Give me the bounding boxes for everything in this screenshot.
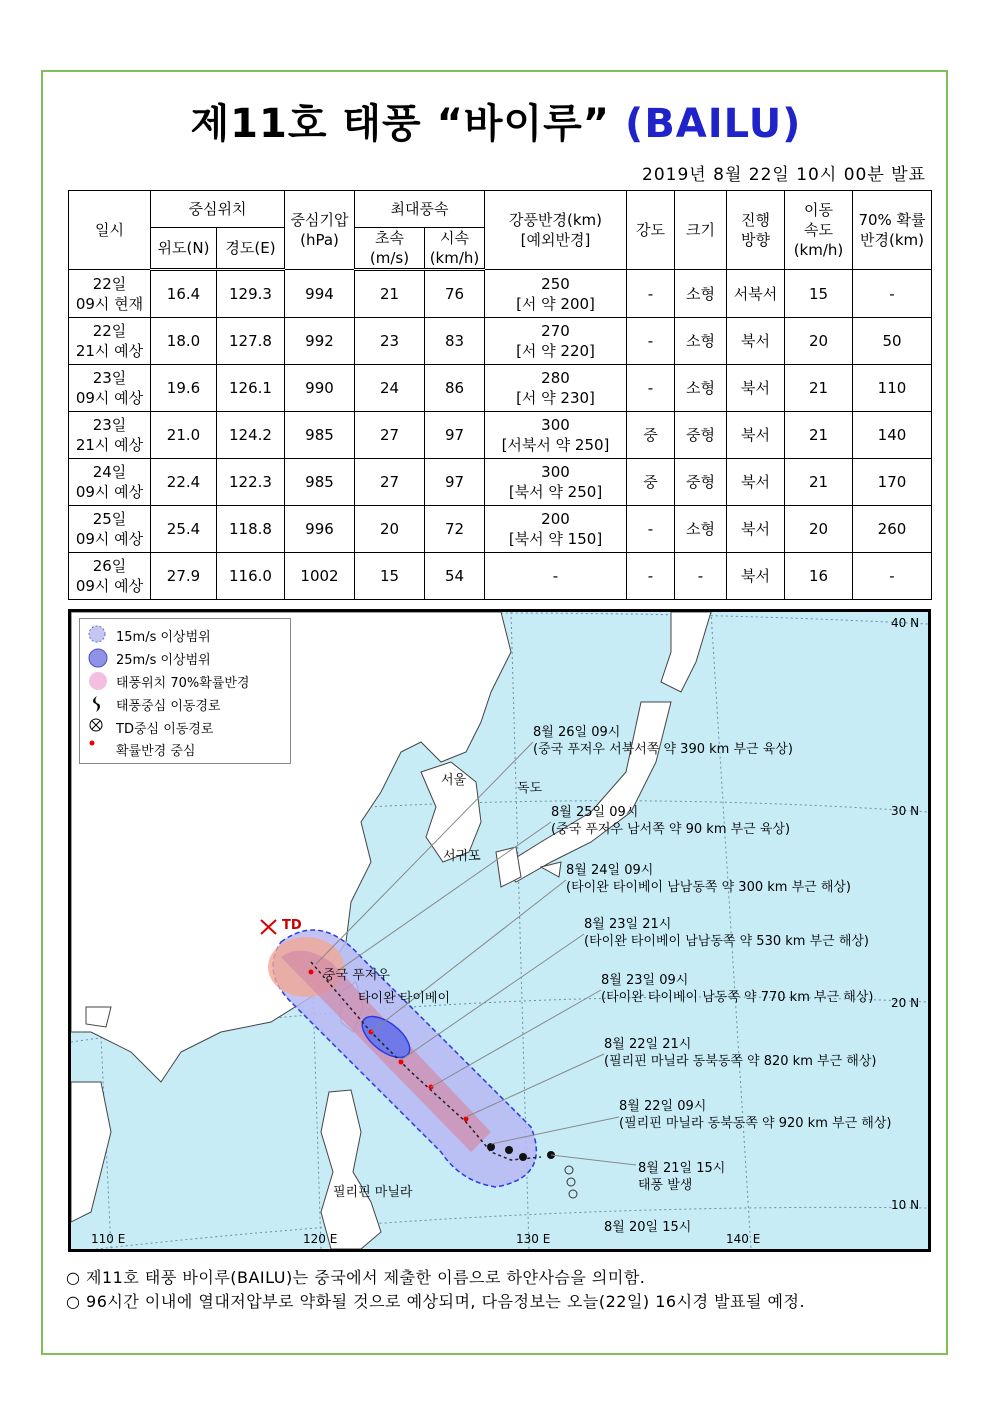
cell-datetime: 22일 09시 현재 bbox=[69, 270, 151, 318]
cell-pressure: 994 bbox=[285, 270, 355, 318]
cell-lat: 21.0 bbox=[151, 412, 217, 459]
place-taipei: 타이완 타이베이 bbox=[358, 991, 451, 1006]
legend-item-wind25: 25m/s 이상범위 bbox=[88, 648, 211, 668]
hainan bbox=[86, 1007, 111, 1027]
cell-lon: 118.8 bbox=[217, 506, 285, 553]
cell-ms: 27 bbox=[355, 412, 425, 459]
header-datetime: 일시 bbox=[69, 191, 151, 270]
cell-lon: 122.3 bbox=[217, 459, 285, 506]
table-row bbox=[69, 553, 932, 600]
annotation-0826: 8월 26일 09시 (중국 푸저우 서북서쪽 약 390 km 부근 육상) bbox=[533, 725, 793, 757]
table-row bbox=[69, 506, 932, 553]
map-legend bbox=[79, 618, 291, 764]
lat-label-30: 30 N bbox=[891, 804, 920, 818]
td-point-1 bbox=[565, 1166, 573, 1174]
cell-speed: 20 bbox=[785, 506, 853, 553]
place-seogwipo: 서귀포 bbox=[443, 849, 481, 864]
typhoon-info-table bbox=[68, 190, 932, 600]
header-prob: 70% 확률 반경(km) bbox=[853, 191, 932, 270]
cell-strength: 중 bbox=[627, 412, 675, 459]
page-title bbox=[0, 92, 992, 149]
forecast-cones bbox=[268, 930, 536, 1187]
leader-0821 bbox=[551, 1155, 636, 1165]
header-strength: 강도 bbox=[627, 191, 675, 270]
cell-datetime: 26일 09시 예상 bbox=[69, 553, 151, 600]
lat-label-40: 40 N bbox=[891, 616, 920, 630]
cell-lat: 19.6 bbox=[151, 365, 217, 412]
cell-kmh: 83 bbox=[425, 318, 485, 365]
footnotes bbox=[66, 1266, 805, 1314]
cell-kmh: 86 bbox=[425, 365, 485, 412]
cell-kmh: 54 bbox=[425, 553, 485, 600]
cell-direction: 북서 bbox=[727, 318, 785, 365]
cell-direction: 북서 bbox=[727, 412, 785, 459]
cell-datetime: 23일 09시 예상 bbox=[69, 365, 151, 412]
annotation-0823-21: 8월 23일 21시 (타이완 타이베이 남남동쪽 약 530 km 부근 해상) bbox=[584, 917, 870, 949]
cell-size: 중형 bbox=[675, 459, 727, 506]
cell-ms: 23 bbox=[355, 318, 425, 365]
track-point-2203 bbox=[519, 1153, 527, 1161]
cell-pressure: 985 bbox=[285, 412, 355, 459]
cell-ms: 24 bbox=[355, 365, 425, 412]
cell-lat: 27.9 bbox=[151, 553, 217, 600]
cell-size: 중형 bbox=[675, 412, 727, 459]
lon-label-140: 140 E bbox=[726, 1232, 761, 1246]
legend-item-track: 태풍중심 이동경로 bbox=[88, 694, 221, 714]
cell-prob: - bbox=[853, 553, 932, 600]
cell-speed: 21 bbox=[785, 365, 853, 412]
cell-kmh: 97 bbox=[425, 459, 485, 506]
td-point-2 bbox=[567, 1178, 575, 1186]
cell-ms: 15 bbox=[355, 553, 425, 600]
legend-item-probcenter: 확률반경 중심 bbox=[88, 739, 195, 759]
grid-lat-10 bbox=[71, 1207, 928, 1249]
table-row bbox=[69, 412, 932, 459]
cell-speed: 15 bbox=[785, 270, 853, 318]
cell-prob: 260 bbox=[853, 506, 932, 553]
cell-kmh: 97 bbox=[425, 412, 485, 459]
leader-0823-09 bbox=[431, 990, 601, 1087]
cell-ms: 21 bbox=[355, 270, 425, 318]
cell-direction: 북서 bbox=[727, 553, 785, 600]
annotation-0824: 8월 24일 09시 (타이완 타이베이 남남동쪽 약 300 km 부근 해상) bbox=[566, 863, 852, 895]
annotation-0822-09: 8월 22일 09시 (필리핀 마닐라 동북동쪽 약 920 km 부근 해상) bbox=[619, 1099, 892, 1131]
header-size: 크기 bbox=[675, 191, 727, 270]
announce-time: 2019년 8월 22일 10시 00분 발표 bbox=[642, 165, 926, 185]
lat-label-20: 20 N bbox=[891, 996, 920, 1010]
table-row bbox=[69, 459, 932, 506]
lon-label-130: 130 E bbox=[516, 1232, 551, 1246]
td-label: TD bbox=[282, 918, 302, 933]
table-row bbox=[69, 318, 932, 365]
cell-pressure: 996 bbox=[285, 506, 355, 553]
cell-size: 소형 bbox=[675, 318, 727, 365]
cell-pressure: 985 bbox=[285, 459, 355, 506]
cell-strength: - bbox=[627, 506, 675, 553]
cell-datetime: 25일 09시 예상 bbox=[69, 506, 151, 553]
cell-speed: 21 bbox=[785, 412, 853, 459]
place-fuzhou: 중국 푸저우 bbox=[323, 968, 390, 983]
cell-prob: 50 bbox=[853, 318, 932, 365]
cell-radius: 200 [북서 약 150] bbox=[485, 506, 627, 553]
lon-label-120: 120 E bbox=[303, 1232, 338, 1246]
cell-kmh: 76 bbox=[425, 270, 485, 318]
cell-size: 소형 bbox=[675, 506, 727, 553]
header-maxwind: 최대풍속 bbox=[355, 191, 485, 228]
cell-direction: 북서 bbox=[727, 459, 785, 506]
header-speed: 이동 속도 (km/h) bbox=[785, 191, 853, 270]
cell-direction: 서북서 bbox=[727, 270, 785, 318]
header-kmh: 시속 (km/h) bbox=[425, 228, 485, 270]
cell-lon: 127.8 bbox=[217, 318, 285, 365]
title-english: (BAILU) bbox=[625, 101, 802, 147]
place-manila: 필리핀 마닐라 bbox=[333, 1185, 413, 1200]
header-radius: 강풍반경(km) [예외반경] bbox=[485, 191, 627, 270]
annotation-0825: 8월 25일 09시 (중국 푸저우 남서쪽 약 90 km 부근 육상) bbox=[551, 805, 791, 837]
cell-radius: 300 [북서 약 250] bbox=[485, 459, 627, 506]
table-row bbox=[69, 270, 932, 318]
cell-datetime: 22일 21시 예상 bbox=[69, 318, 151, 365]
cell-pressure: 990 bbox=[285, 365, 355, 412]
track-point-2206 bbox=[505, 1146, 513, 1154]
prob-center-1 bbox=[464, 1117, 469, 1122]
header-ms: 초속 (m/s) bbox=[355, 228, 425, 270]
legend-item-prob: 태풍위치 70%확률반경 bbox=[88, 671, 250, 691]
lat-label-10: 10 N bbox=[891, 1198, 920, 1212]
track-map bbox=[68, 609, 931, 1252]
annotation-0822-21: 8월 22일 21시 (필리핀 마닐라 동북동쪽 약 820 km 부근 해상) bbox=[604, 1037, 877, 1069]
cell-lat: 25.4 bbox=[151, 506, 217, 553]
cell-strength: - bbox=[627, 270, 675, 318]
cell-strength: - bbox=[627, 553, 675, 600]
title-korean: 제11호 태풍 “바이루” bbox=[190, 101, 611, 147]
cell-prob: 140 bbox=[853, 412, 932, 459]
place-dokdo: 독도 bbox=[517, 781, 543, 796]
vietnam-coast bbox=[71, 1082, 111, 1222]
cell-strength: - bbox=[627, 365, 675, 412]
annotation-0823-09: 8월 23일 09시 (타이완 타이베이 남동쪽 약 770 km 부근 해상) bbox=[601, 973, 874, 1005]
lon-label-110: 110 E bbox=[91, 1232, 126, 1246]
cell-radius: 250 [서 약 200] bbox=[485, 270, 627, 318]
cell-kmh: 72 bbox=[425, 506, 485, 553]
header-direction: 진행 방향 bbox=[727, 191, 785, 270]
cell-datetime: 24일 09시 예상 bbox=[69, 459, 151, 506]
prob-center-5 bbox=[309, 970, 314, 975]
cell-lon: 129.3 bbox=[217, 270, 285, 318]
cell-lat: 22.4 bbox=[151, 459, 217, 506]
leader-0824 bbox=[371, 880, 566, 1032]
place-seoul: 서울 bbox=[441, 773, 467, 788]
track-point-2209 bbox=[487, 1143, 495, 1151]
cell-lon: 116.0 bbox=[217, 553, 285, 600]
note-name-meaning: ○ 제11호 태풍 바이루(BAILU)는 중국에서 제출한 이름으로 하얀사슴을 의미함. bbox=[66, 1268, 646, 1287]
cell-lon: 126.1 bbox=[217, 365, 285, 412]
cell-lon: 124.2 bbox=[217, 412, 285, 459]
cell-direction: 북서 bbox=[727, 506, 785, 553]
annotation-0820: 8월 20일 15시 bbox=[604, 1220, 692, 1235]
cell-speed: 20 bbox=[785, 318, 853, 365]
cell-radius: - bbox=[485, 553, 627, 600]
header-center: 중심위치 bbox=[151, 191, 285, 228]
header-pressure: 중심기압 (hPa) bbox=[285, 191, 355, 270]
cell-size: 소형 bbox=[675, 365, 727, 412]
cell-lat: 18.0 bbox=[151, 318, 217, 365]
legend-item-wind15: 15m/s 이상범위 bbox=[88, 625, 211, 645]
header-lat: 위도(N) bbox=[151, 228, 217, 270]
cell-ms: 27 bbox=[355, 459, 425, 506]
luzon bbox=[321, 1090, 381, 1249]
cell-radius: 270 [서 약 220] bbox=[485, 318, 627, 365]
cell-direction: 북서 bbox=[727, 365, 785, 412]
cell-ms: 20 bbox=[355, 506, 425, 553]
cell-radius: 280 [서 약 230] bbox=[485, 365, 627, 412]
note-forecast: ○ 96시간 이내에 열대저압부로 약화될 것으로 예상되며, 다음정보는 오늘(22일) 16시경 발표될 예정. bbox=[66, 1292, 806, 1311]
cell-lat: 16.4 bbox=[151, 270, 217, 318]
prob-center-3 bbox=[399, 1060, 404, 1065]
cell-prob: 170 bbox=[853, 459, 932, 506]
cell-speed: 16 bbox=[785, 553, 853, 600]
legend-item-td: TD중심 이동경로 bbox=[88, 717, 213, 737]
cell-prob: 110 bbox=[853, 365, 932, 412]
cell-speed: 21 bbox=[785, 459, 853, 506]
cell-strength: - bbox=[627, 318, 675, 365]
annotation-0821: 8월 21일 15시 태풍 발생 bbox=[638, 1161, 726, 1193]
cell-datetime: 23일 21시 예상 bbox=[69, 412, 151, 459]
cell-size: - bbox=[675, 553, 727, 600]
cell-size: 소형 bbox=[675, 270, 727, 318]
cell-prob: - bbox=[853, 270, 932, 318]
table-row bbox=[69, 365, 932, 412]
header-lon: 경도(E) bbox=[217, 228, 285, 270]
cell-strength: 중 bbox=[627, 459, 675, 506]
cell-pressure: 992 bbox=[285, 318, 355, 365]
td-point-3 bbox=[569, 1190, 577, 1198]
hokkaido bbox=[661, 612, 711, 692]
cell-radius: 300 [서북서 약 250] bbox=[485, 412, 627, 459]
cell-pressure: 1002 bbox=[285, 553, 355, 600]
